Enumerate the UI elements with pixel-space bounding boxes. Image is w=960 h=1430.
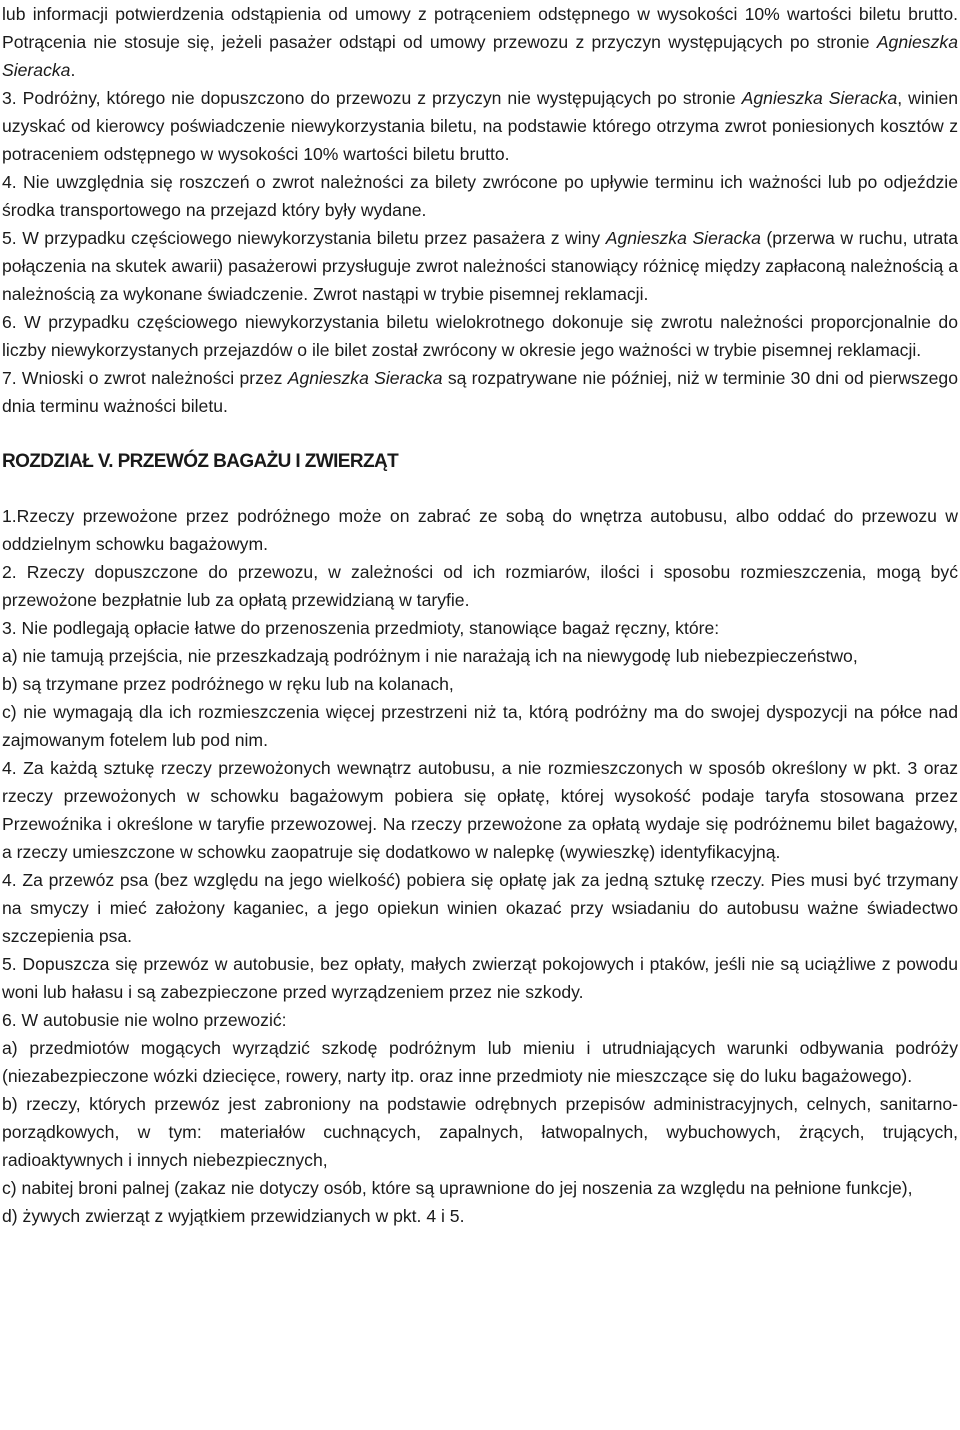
baggage-item-c: c) nie wymagają dla ich rozmieszczenia więcej przestrzeni niż ta, którą podróżny ma do swojej dyspozycji na półce nad zajmowanym fotelem lub pod nim.: [2, 702, 958, 750]
baggage-paragraph-3: 3. Nie podlegają opłacie łatwe do przenoszenia przedmioty, stanowiące bagaż ręczny, które:: [2, 618, 720, 638]
company-name: Agnieszka Sieracka: [287, 368, 443, 388]
paragraph-7: [2, 364, 958, 420]
chapter-heading: ROZDZIAŁ V. PRZEWÓZ BAGAŻU I ZWIERZĄT: [2, 451, 399, 472]
baggage-paragraph-4: 4. Za każdą sztukę rzeczy przewożonych wewnątrz autobusu, a nie rozmieszczonych w sposób określony w pkt. 3 oraz rzeczy przewożonych w schowku bagażowym pobiera się opłatę, której wysokość podaje taryfa stosowana przez Przewoźnika i określone w taryfie przewozowej. Na rzeczy przewożone za opłatą wydaje się podróżnemu bilet bagażowy, a rzeczy umieszczone w schowku zaopatruje się dodatkowo w nalepkę (wywieszkę) identyfikacyjną.: [2, 758, 958, 862]
paragraph-intro-continued: [2, 0, 958, 84]
company-name: Agnieszka Sieracka: [2, 32, 958, 80]
paragraph-4: 4. Nie uwzględnia się roszczeń o zwrot należności za bilety zwrócone po upływie terminu ich ważności lub po odjeździe środka transportowego na przejazd który były wydane.: [2, 172, 958, 220]
paragraph-text: , winien uzyskać od kierowcy poświadczenie niewykorzystania biletu, na podstawie którego otrzyma zwrot poniesionych kosztów z potraceniem odstępnego w wysokości 10% wartości biletu brutto.: [2, 88, 959, 164]
paragraph-text: są rozpatrywane nie później, niż w terminie 30 dni od pierwszego dnia terminu ważności biletu.: [2, 368, 959, 416]
company-name: Agnieszka Sieracka: [741, 88, 898, 108]
paragraph-text: (przerwa w ruchu, utrata połączenia na skutek awarii) pasażerowi przysługuje zwrot należności stanowiący różnicę między zapłaconą należnością a należnością za wykonane świadczenie. Zwrot nastąpi w trybie pisemnej reklamacji.: [2, 228, 958, 304]
baggage-paragraph-2: 2. Rzeczy dopuszczone do przewozu, w zależności od ich rozmiarów, ilości i sposobu rozmieszczenia, mogą być przewożone bezpłatnie lub za opłatą przewidzianą w taryfie.: [2, 562, 958, 610]
spacer: [2, 476, 958, 502]
prohibited-item-a: a) przedmiotów mogących wyrządzić szkodę podróżnym lub mieniu i utrudniających warunki odbywania podróży (niezabezpieczone wózki dziecięce, rowery, narty itp. oraz inne przedmioty nie mieszczące się do luku bagażowego).: [2, 1038, 958, 1086]
paragraph-text: 3. Podróżny, którego nie dopuszczono do przewozu z przyczyn nie występujących po stronie: [2, 88, 742, 108]
spacer: [2, 420, 958, 448]
paragraph-text: .: [70, 60, 76, 80]
paragraph-text: lub informacji potwierdzenia odstąpienia od umowy z potrąceniem odstępnego w wysokości 10% wartości biletu brutto. Potrącenia nie stosuje się, jeżeli pasażer odstąpi od umowy przewozu z przyczyn występujących po stronie: [2, 4, 958, 52]
baggage-item-a: a) nie tamują przejścia, nie przeszkadzają podróżnym i nie narażają ich na niewygodę lub niebezpieczeństwo,: [2, 646, 858, 666]
paragraph-text: 5. W przypadku częściowego niewykorzystania biletu przez pasażera z winy: [2, 228, 606, 248]
prohibited-item-d: d) żywych zwierząt z wyjątkiem przewidzianych w pkt. 4 i 5.: [2, 1206, 465, 1226]
prohibited-item-c: c) nabitej broni palnej (zakaz nie dotyczy osób, które są uprawnione do jej noszenia za względu na pełnione funkcje),: [2, 1178, 913, 1198]
paragraph-6: 6. W przypadku częściowego niewykorzystania biletu wielokrotnego dokonuje się zwrotu należności proporcjonalnie do liczby niewykorzystanych przejazdów o ile bilet został zwrócony w okresie jego ważności w trybie pisemnej reklamacji.: [2, 312, 958, 360]
baggage-paragraph-5: 5. Dopuszcza się przewóz w autobusie, bez opłaty, małych zwierząt pokojowych i ptaków, jeśli nie są uciążliwe z powodu woni lub hałasu i są zabezpieczone przed wyrządzeniem przez nie szkody.: [2, 954, 958, 1002]
paragraph-text: 7. Wnioski o zwrot należności przez: [2, 368, 288, 388]
prohibited-item-b: b) rzeczy, których przewóz jest zabroniony na podstawie odrębnych przepisów administracyjnych, celnych, sanitarno-porządkowych, w tym: materiałów cuchnących, zapalnych, łatwopalnych, wybuchowych, żrących, trujących, radioaktywnych i innych niebezpiecznych,: [2, 1094, 958, 1170]
company-name: Agnieszka Sieracka: [605, 228, 761, 248]
paragraph-5: [2, 224, 958, 308]
baggage-paragraph-4-dog: 4. Za przewóz psa (bez względu na jego wielkość) pobiera się opłatę jak za jedną sztukę rzeczy. Pies musi być trzymany na smyczy i mieć założony kaganiec, a jego opiekun winien okazać przy wsiadaniu do autobusu ważne świadectwo szczepienia psa.: [2, 870, 958, 946]
paragraph-3: [2, 84, 958, 168]
baggage-paragraph-6: 6. W autobusie nie wolno przewozić:: [2, 1010, 287, 1030]
baggage-item-b: b) są trzymane przez podróżnego w ręku lub na kolanach,: [2, 674, 454, 694]
baggage-paragraph-1: 1.Rzeczy przewożone przez podróżnego może on zabrać ze sobą do wnętrza autobusu, albo oddać do przewozu w oddzielnym schowku bagażowym.: [2, 506, 958, 554]
